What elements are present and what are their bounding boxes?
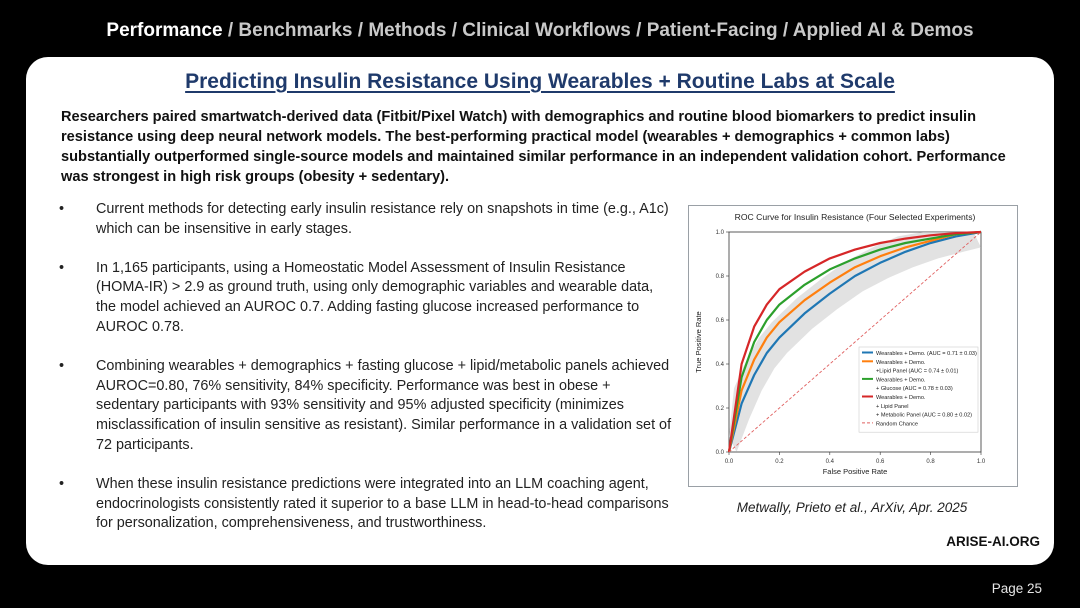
bullet-text: Current methods for detecting early insulin resistance rely on snapshots in time (e.g., A1c) which can be insensitive in early stages. [96, 201, 669, 237]
nav-item-clinical-workflows[interactable]: Clinical Workflows [462, 20, 631, 41]
legend-entry: + Glucose (AUC = 0.78 ± 0.03) [876, 386, 953, 393]
legend-entry: Wearables + Demo. (AUC = 0.71 ± 0.03) [876, 351, 977, 357]
nav-separator: / [227, 20, 239, 41]
nav-item-benchmarks[interactable]: Benchmarks [238, 20, 353, 41]
bullet-icon: • [59, 475, 65, 492]
legend-entry: Wearables + Demo. [876, 395, 926, 401]
roc-chart [689, 206, 1017, 486]
slide-card [26, 57, 1054, 565]
x-axis-label: False Positive Rate [822, 467, 888, 476]
nav-item-performance[interactable]: Performance [106, 20, 223, 41]
x-tick-label: 0.2 [775, 459, 784, 465]
y-axis-label: True Positive Rate [694, 311, 703, 373]
x-tick-label: 0.6 [876, 459, 885, 465]
chart-title: ROC Curve for Insulin Resistance (Four Selected Experiments) [734, 212, 976, 222]
y-tick-label: 0.8 [715, 274, 724, 280]
y-tick-label: 0.4 [715, 362, 724, 368]
bullet-icon: • [59, 357, 65, 374]
list-item [56, 200, 676, 240]
x-tick-label: 1.0 [976, 459, 986, 465]
bullet-text: Combining wearables + demographics + fasting glucose + lipid/metabolic panels achieved AUROC=0.80, 76% sensitivity, 84% specificity. Performance was best in obese + sedentary participants with 93% sensitivity and 95% adjusted specificity (minimizes misclassification of insulin sensitive as resistant). Similar performance in a validation set of 72 participants. [96, 357, 672, 453]
bullet-icon: • [59, 201, 65, 217]
list-item [56, 259, 676, 338]
citation: Metwally, Prieto et al., ArXiv, Apr. 2025 [736, 500, 968, 515]
summary-paragraph: Researchers paired smartwatch-derived data (Fitbit/Pixel Watch) with demographics and routine blood biomarkers to predict insulin resistance using deep neural network models. The best-performing practical model (wearables + demographics + common labs) substantially outperformed single-source models and maintained similar performance in an independent validation cohort. Performance was strongest in high risk groups (obesity + sedentary). [61, 109, 1006, 185]
nav-item-methods[interactable]: Methods [368, 20, 447, 41]
legend-entry: Wearables + Demo. [876, 359, 926, 366]
nav-separator: / [451, 20, 463, 41]
x-tick-label: 0.8 [926, 459, 935, 465]
list-item [56, 475, 676, 534]
bullet-text: In 1,165 participants, using a Homeostatic Model Assessment of Insulin Resistance (HOMA-IR) > 2.9 as ground truth, using only demographic variables and wearable data, the model achieved an AUROC 0.7. Adding fasting glucose increased performance to AUROC 0.78. [96, 259, 654, 335]
nav-separator: / [636, 20, 647, 41]
slide-title: Predicting Insulin Resistance Using Wearables + Routine Labs at Scale [185, 70, 895, 93]
nav-item-patient-facing[interactable]: Patient-Facing [646, 20, 778, 41]
legend-entry: +Lipid Panel (AUC = 0.74 ± 0.01) [876, 368, 959, 375]
y-tick-label: 0.0 [715, 450, 724, 456]
page-number: Page 25 [991, 581, 1042, 596]
legend-entry: Wearables + Demo. [876, 377, 926, 384]
brand-logo-text: ARISE-AI.ORG [946, 534, 1040, 549]
legend-entry: Random Chance [876, 421, 918, 428]
y-tick-label: 0.6 [715, 318, 724, 324]
bullet-text: When these insulin resistance predictions were integrated into an LLM coaching agent, endocrinologists consistently rated it superior to a base LLM in head-to-head comparisons for personalization, comprehensiveness, and trustworthiness. [96, 475, 669, 532]
bullet-icon: • [59, 259, 65, 276]
y-tick-label: 0.2 [715, 406, 724, 412]
nav-separator: / [782, 20, 793, 41]
roc-chart-frame [688, 205, 1018, 487]
y-tick-label: 1.0 [715, 230, 724, 236]
bullet-list [56, 200, 676, 553]
nav-item-applied-ai-demos[interactable]: Applied AI & Demos [792, 20, 974, 41]
list-item [56, 357, 676, 456]
x-tick-label: 0.4 [825, 459, 834, 465]
nav-separator: / [357, 20, 369, 41]
x-tick-label: 0.0 [724, 459, 734, 465]
legend-entry: + Lipid Panel [876, 403, 909, 410]
legend-entry: + Metabolic Panel (AUC = 0.80 ± 0.02) [876, 412, 973, 419]
breadcrumb-nav [0, 20, 1080, 42]
